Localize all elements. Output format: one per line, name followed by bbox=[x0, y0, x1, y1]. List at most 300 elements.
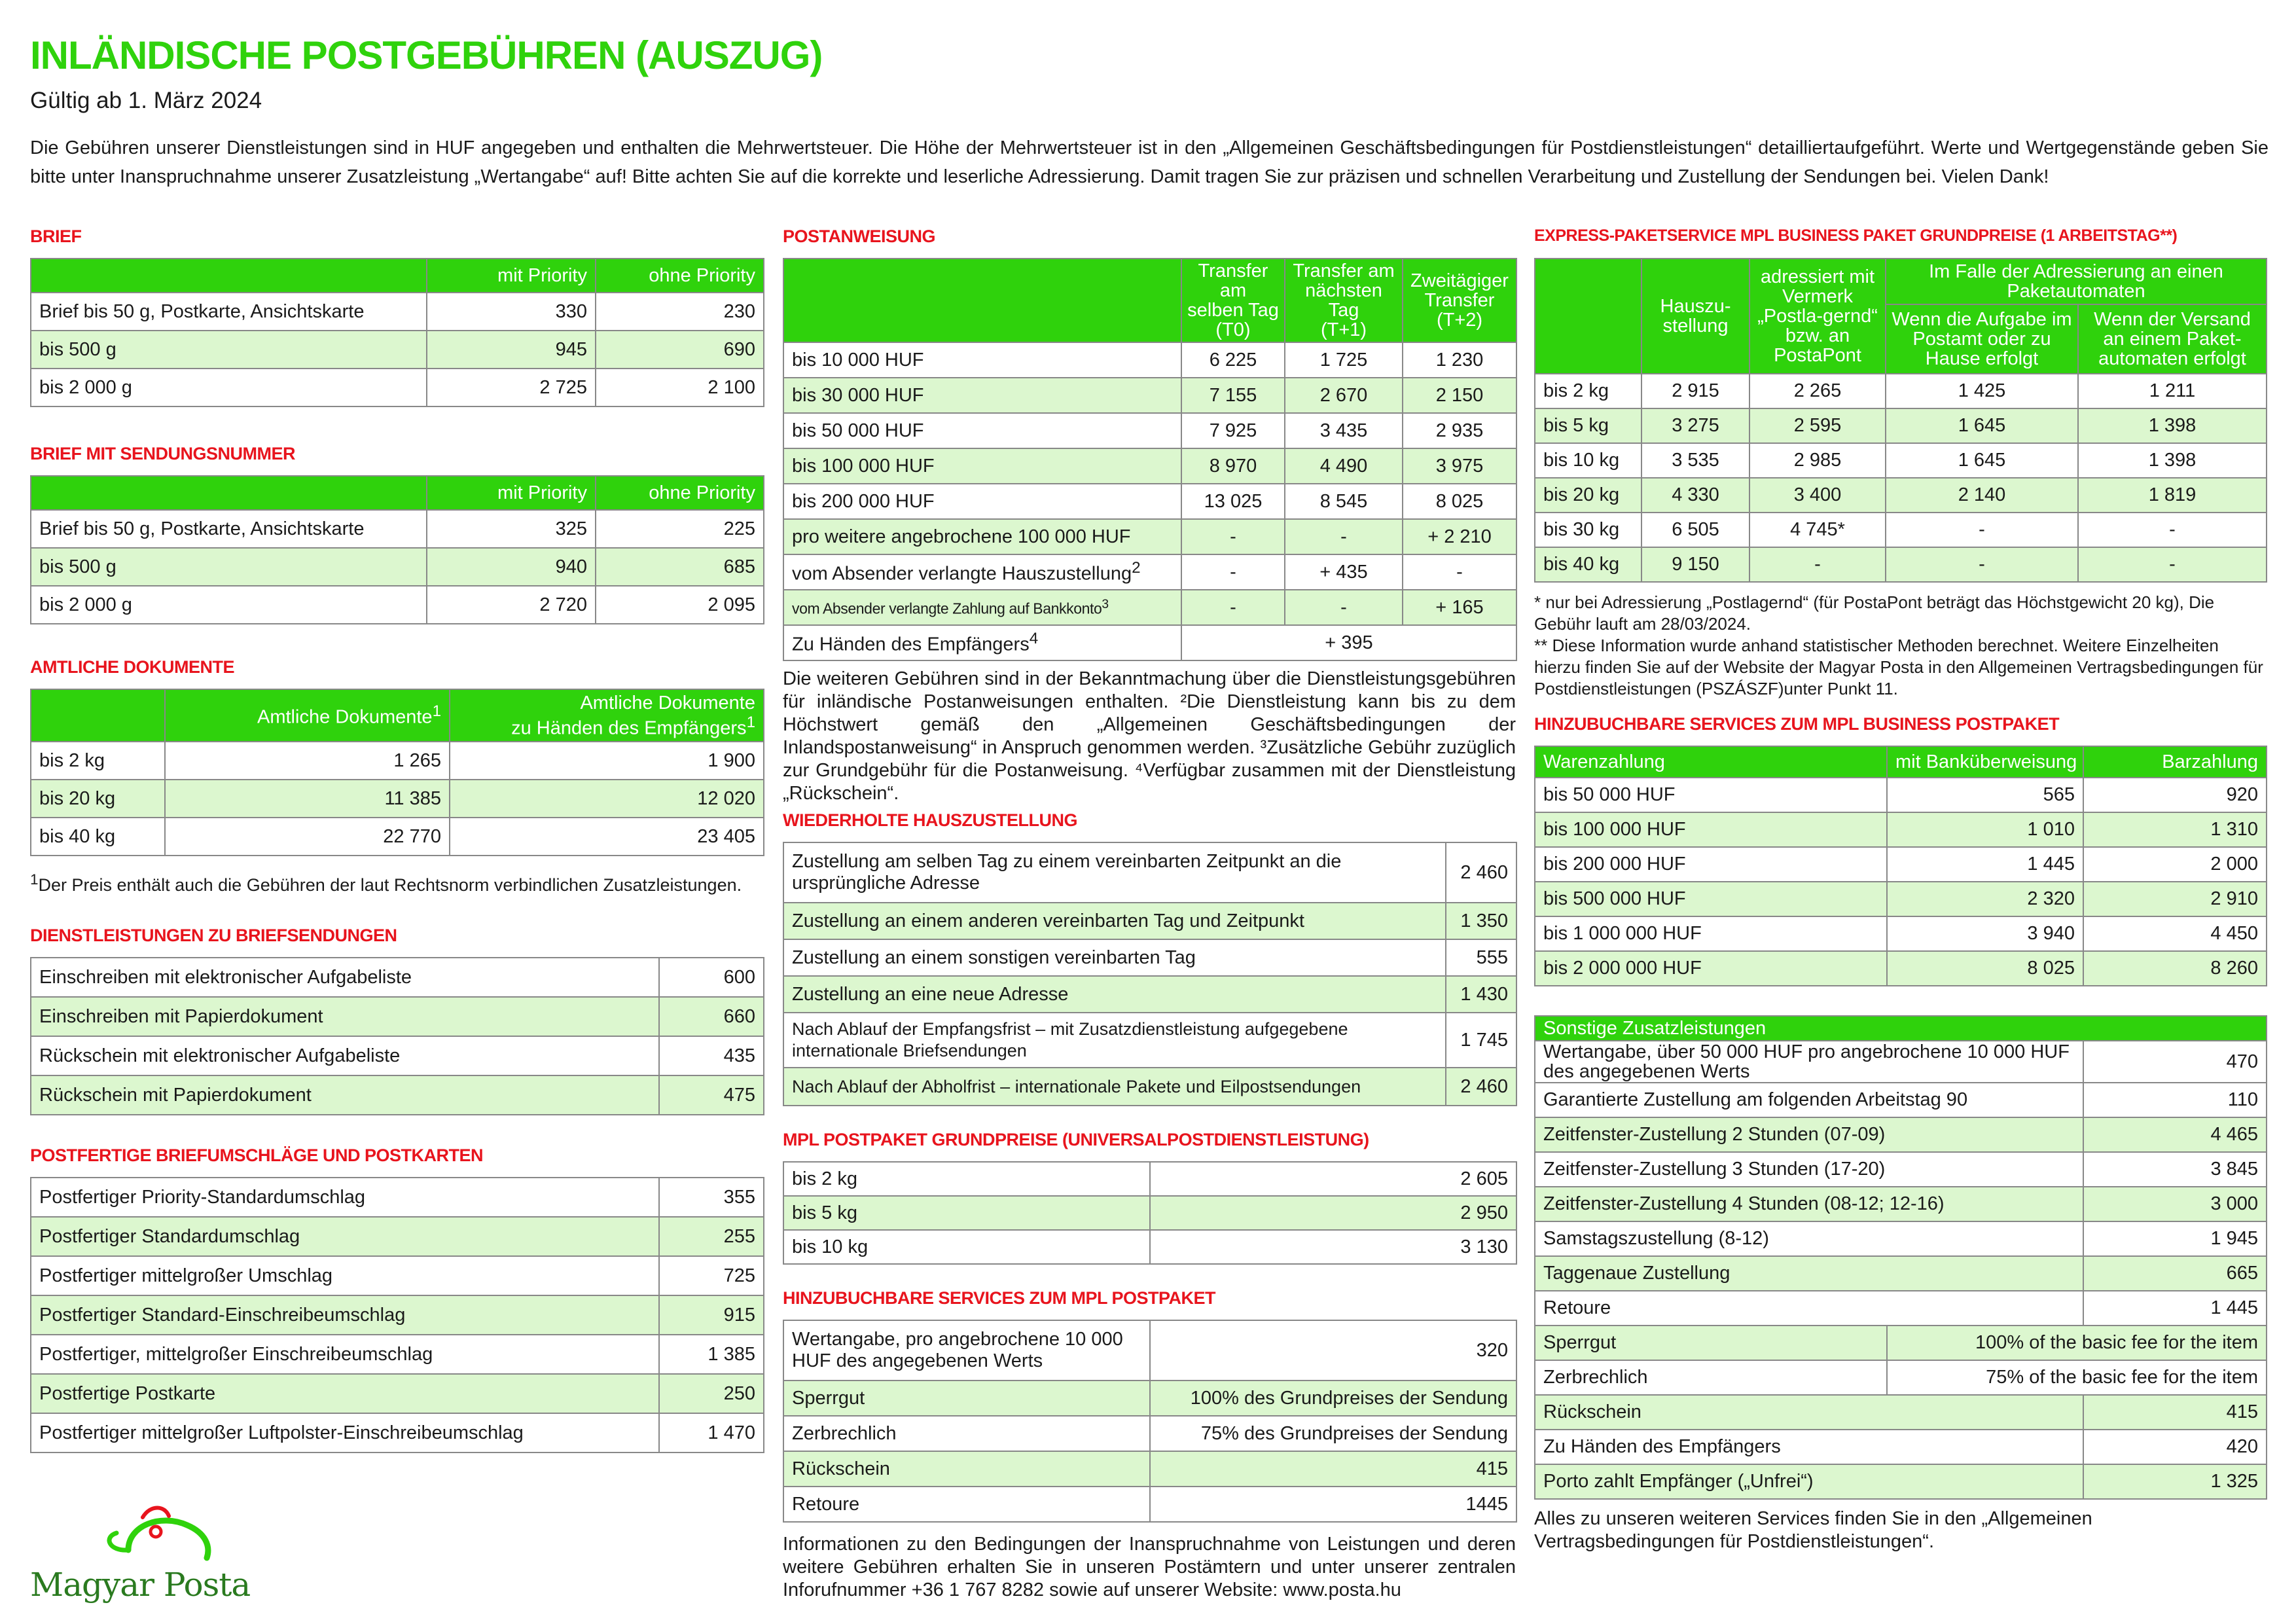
intro-paragraph: Die Gebühren unserer Dienstleistungen sind in HUF angegeben und enthalten die Mehrwertsteuer. Die Höhe der Mehrwertsteuer ist in den „Allgemeinen Geschäftsbedingungen für Postdienstleistungen“ detailliertaufgeführt. Werte und Wertgegenstände geben Sie bitte unter Inanspruchnahme unserer Zusatzleistung „Wertangabe“ auf! Bitte achten Sie auf die korrekte und leserliche Adressierung. Damit tragen Sie zur präzisen und schnellen Verarbeitung und Zustellung der Sendungen bei. Vielen Dank! bbox=[30, 137, 2269, 187]
table-row bbox=[783, 1320, 1516, 1380]
price-cell: 255 bbox=[659, 1217, 764, 1256]
row-label: Wertangabe, über 50 000 HUF pro angebrochene 10 000 HUF des angegebenen Werts bbox=[1535, 1041, 2083, 1083]
header-cell: Im Falle der Adressierung an einen Paketautomaten bbox=[1886, 259, 2267, 304]
price-cell: 23 405 bbox=[450, 818, 764, 856]
table-row bbox=[1535, 513, 2267, 547]
table-row bbox=[31, 997, 764, 1036]
header-text: selben Tag bbox=[1187, 300, 1279, 321]
price-cell: 22 770 bbox=[165, 818, 450, 856]
price-cell: + 165 bbox=[1403, 590, 1516, 625]
table-row bbox=[31, 331, 764, 369]
price-cell: 3 845 bbox=[2083, 1152, 2267, 1187]
table-mpl-services bbox=[783, 1320, 1517, 1523]
row-label: bis 20 kg bbox=[1535, 478, 1641, 513]
table-row bbox=[1535, 1326, 2267, 1360]
table-business-services bbox=[1534, 746, 2267, 986]
table-header-row bbox=[31, 259, 764, 293]
price-cell: 2 460 bbox=[1446, 1068, 1516, 1106]
price-cell: 75% des Grundpreises der Sendung bbox=[1150, 1416, 1516, 1451]
row-label: Brief bis 50 g, Postkarte, Ansichtskarte bbox=[31, 293, 427, 331]
table-brief bbox=[30, 258, 764, 407]
price-cell: 2 935 bbox=[1403, 413, 1516, 448]
table-row bbox=[31, 293, 764, 331]
table-header-row bbox=[1535, 259, 2267, 304]
row-label: Zeitfenster-Zustellung 4 Stunden (08-12; 12-16) bbox=[1535, 1187, 2083, 1221]
table-row bbox=[783, 484, 1516, 519]
price-cell: + 2 210 bbox=[1403, 519, 1516, 554]
table-row bbox=[783, 1451, 1516, 1487]
header-cell: Hauszu-stellung bbox=[1641, 259, 1749, 374]
table-row bbox=[1535, 1187, 2267, 1221]
table-row bbox=[1535, 1360, 2267, 1395]
table-row bbox=[1535, 547, 2267, 582]
price-cell: 3 940 bbox=[1887, 916, 2083, 951]
price-cell: 565 bbox=[1887, 778, 2083, 812]
row-label: Retoure bbox=[1535, 1291, 2083, 1326]
table-row bbox=[783, 1230, 1516, 1264]
table-header-row bbox=[783, 259, 1516, 342]
row-label: Sperrgut bbox=[783, 1380, 1150, 1416]
price-cell: 3 400 bbox=[1749, 478, 1886, 513]
price-cell: 420 bbox=[2083, 1430, 2267, 1464]
price-cell: 320 bbox=[1150, 1320, 1516, 1380]
price-cell: 1 230 bbox=[1403, 342, 1516, 378]
price-cell: - bbox=[1181, 554, 1285, 590]
price-cell: 415 bbox=[1150, 1451, 1516, 1487]
footnote-marker: 2 bbox=[1132, 559, 1141, 577]
table-row bbox=[1535, 882, 2267, 916]
header-cell: mit Priority bbox=[427, 259, 596, 293]
price-cell: 6 225 bbox=[1181, 342, 1285, 378]
header-cell bbox=[1535, 259, 1641, 374]
row-label bbox=[783, 625, 1181, 660]
row-label-text: vom Absender verlangte Zahlung auf Bankkonto bbox=[792, 600, 1102, 617]
price-cell: + 395 bbox=[1181, 625, 1516, 660]
table-row bbox=[783, 554, 1516, 590]
price-cell: 8 970 bbox=[1181, 448, 1285, 484]
table-row bbox=[783, 590, 1516, 625]
magyar-posta-logo bbox=[30, 1499, 251, 1604]
section-title-express: EXPRESS-PAKETSERVICE MPL BUSINESS PAKET GRUNDPREISE (1 ARBEITSTAG**) bbox=[1534, 226, 2178, 245]
footnote-marker: 1 bbox=[432, 702, 441, 721]
table-row bbox=[1535, 1464, 2267, 1499]
row-label: Postfertiger, mittelgroßer Einschreibeumschlag bbox=[31, 1335, 659, 1374]
section-title-mpl-grundpreise: MPL POSTPAKET GRUNDPREISE (UNIVERSALPOSTDIENSTLEISTUNG) bbox=[783, 1130, 1369, 1149]
price-cell: 110 bbox=[2083, 1083, 2267, 1117]
row-label: Zustellung am selben Tag zu einem vereinbarten Zeitpunkt an die ursprüngliche Adresse bbox=[783, 842, 1446, 903]
price-cell: 100% of the basic fee for the item bbox=[1887, 1326, 2267, 1360]
row-label: Postfertiger mittelgroßer Umschlag bbox=[31, 1256, 659, 1295]
price-cell: 2 265 bbox=[1749, 374, 1886, 408]
section-title-mpl-services: HINZUBUCHBARE SERVICES ZUM MPL POSTPAKET bbox=[783, 1288, 1216, 1308]
row-label: bis 40 kg bbox=[31, 818, 165, 856]
price-cell: 2 915 bbox=[1641, 374, 1749, 408]
table-row bbox=[31, 586, 764, 624]
row-label: Einschreiben mit Papierdokument bbox=[31, 997, 659, 1036]
table-row bbox=[31, 1256, 764, 1295]
price-cell: + 435 bbox=[1285, 554, 1403, 590]
price-cell: 7 925 bbox=[1181, 413, 1285, 448]
price-cell: 8 260 bbox=[2083, 951, 2267, 986]
footer-note: Alles zu unseren weiteren Services finden Sie in den „Allgemeinen Vertragsbedingungen für Postdienstleistungen“. bbox=[1534, 1508, 2092, 1552]
table-row bbox=[1535, 443, 2267, 478]
price-cell: 3 975 bbox=[1403, 448, 1516, 484]
row-label: bis 50 000 HUF bbox=[1535, 778, 1887, 812]
header-text: nächsten Tag bbox=[1305, 280, 1382, 321]
section-title-wiederholte-hauszustellung: WIEDERHOLTE HAUSZUSTELLUNG bbox=[783, 810, 1077, 830]
header-cell: Sonstige Zusatzleistungen bbox=[1535, 1016, 2267, 1041]
price-cell: 8 025 bbox=[1403, 484, 1516, 519]
section-title-brief: BRIEF bbox=[30, 226, 82, 246]
row-label: Porto zahlt Empfänger („Unfrei“) bbox=[1535, 1464, 2083, 1499]
row-label: Retoure bbox=[783, 1487, 1150, 1522]
price-cell: 660 bbox=[659, 997, 764, 1036]
header-text: zu Händen des Empfängers bbox=[511, 717, 747, 739]
header-cell bbox=[31, 689, 165, 742]
price-cell: 2 100 bbox=[596, 369, 764, 406]
price-cell: 355 bbox=[659, 1178, 764, 1217]
header-text: Amtliche Dokumente bbox=[580, 692, 755, 713]
row-label: Zu Händen des Empfängers bbox=[1535, 1430, 2083, 1464]
price-cell: 6 505 bbox=[1641, 513, 1749, 547]
row-label: bis 1 000 000 HUF bbox=[1535, 916, 1887, 951]
row-label: bis 40 kg bbox=[1535, 547, 1641, 582]
header-cell bbox=[1403, 259, 1516, 342]
row-label bbox=[783, 590, 1181, 625]
price-cell: - bbox=[1285, 590, 1403, 625]
row-label: bis 5 kg bbox=[783, 1196, 1150, 1230]
price-cell: 2 320 bbox=[1887, 882, 2083, 916]
price-cell: 415 bbox=[2083, 1395, 2267, 1430]
price-cell: 75% of the basic fee for the item bbox=[1887, 1360, 2267, 1395]
price-cell: 3 435 bbox=[1285, 413, 1403, 448]
price-cell: 1445 bbox=[1150, 1487, 1516, 1522]
header-text: (T+2) bbox=[1436, 310, 1483, 331]
row-label: Zeitfenster-Zustellung 2 Stunden (07-09) bbox=[1535, 1117, 2083, 1152]
price-cell: - bbox=[1181, 519, 1285, 554]
row-label-text: Zu Händen des Empfängers bbox=[792, 634, 1030, 655]
row-label: bis 10 kg bbox=[1535, 443, 1641, 478]
table-amtliche-dokumente bbox=[30, 689, 764, 856]
price-cell: 1 398 bbox=[2078, 443, 2267, 478]
price-cell: 555 bbox=[1446, 939, 1516, 976]
price-cell: 1 470 bbox=[659, 1413, 764, 1453]
table-row bbox=[1535, 847, 2267, 882]
row-label: bis 500 000 HUF bbox=[1535, 882, 1887, 916]
row-label: bis 2 000 g bbox=[31, 586, 427, 624]
price-cell: 2 670 bbox=[1285, 378, 1403, 413]
header-cell bbox=[450, 689, 764, 742]
price-cell: 9 150 bbox=[1641, 547, 1749, 582]
postanweisung-note: Die weiteren Gebühren sind in der Bekanntmachung über die Dienstleistungsgebühren für inländische Postanweisungen enthalten. ²Die Dienstleistung kann bis zu dem Höchstwert gemäß den „Allgemeinen Geschäftsbedingungen der Inlandspostanweisung“ in Anspruch genommen werden. ³Zusätzliche Gebühr zuzüglich zur Grundgebühr für die Postanweisung. ⁴Verfügbar zusammen mit der Dienstleistung „Rückschein“. bbox=[783, 668, 1516, 804]
header-cell: adressiert mit Vermerk „Postla-gernd“ bzw. an PostaPont bbox=[1749, 259, 1886, 374]
price-cell: 1 398 bbox=[2078, 408, 2267, 443]
table-mpl-grundpreise bbox=[783, 1161, 1517, 1265]
table-wiederholte-hauszustellung bbox=[783, 842, 1517, 1106]
table-row bbox=[31, 548, 764, 586]
row-label: Sperrgut bbox=[1535, 1326, 1887, 1360]
table-row bbox=[783, 1013, 1516, 1068]
table-row bbox=[783, 519, 1516, 554]
table-row bbox=[1535, 812, 2267, 847]
price-cell: 4 450 bbox=[2083, 916, 2267, 951]
table-row bbox=[31, 510, 764, 548]
row-label: Nach Ablauf der Empfangsfrist – mit Zusatzdienstleistung aufgegebene internationale Briefsendungen bbox=[783, 1013, 1446, 1068]
row-label: Samstagszustellung (8-12) bbox=[1535, 1221, 2083, 1256]
header-text: Transfer bbox=[1424, 290, 1495, 311]
price-cell: 3 130 bbox=[1150, 1230, 1516, 1264]
price-cell: 725 bbox=[659, 1256, 764, 1295]
table-row bbox=[31, 958, 764, 997]
header-cell bbox=[31, 476, 427, 510]
table-row bbox=[31, 818, 764, 856]
price-cell: 3 535 bbox=[1641, 443, 1749, 478]
header-text: Transfer am bbox=[1293, 261, 1395, 281]
row-label: Zeitfenster-Zustellung 3 Stunden (17-20) bbox=[1535, 1152, 2083, 1187]
row-label: bis 50 000 HUF bbox=[783, 413, 1181, 448]
table-header-row bbox=[1535, 746, 2267, 778]
price-cell: 2 725 bbox=[427, 369, 596, 406]
section-title-umschlaege: POSTFERTIGE BRIEFUMSCHLÄGE UND POSTKARTEN bbox=[30, 1146, 484, 1165]
table-row bbox=[783, 1487, 1516, 1522]
table-brief-sendungsnummer bbox=[30, 475, 764, 624]
price-cell: 1 010 bbox=[1887, 812, 2083, 847]
validity-date: Gültig ab 1. März 2024 bbox=[30, 88, 262, 113]
row-label: pro weitere angebrochene 100 000 HUF bbox=[783, 519, 1181, 554]
table-row bbox=[783, 1162, 1516, 1196]
row-label: bis 10 000 HUF bbox=[783, 342, 1181, 378]
price-cell: 1 819 bbox=[2078, 478, 2267, 513]
row-label bbox=[783, 554, 1181, 590]
row-label: Garantierte Zustellung am folgenden Arbeitstag 90 bbox=[1535, 1083, 2083, 1117]
row-label: Taggenaue Zustellung bbox=[1535, 1256, 2083, 1291]
column-right bbox=[1534, 226, 2266, 1553]
price-cell: 1 725 bbox=[1285, 342, 1403, 378]
table-row bbox=[1535, 478, 2267, 513]
row-label: Wertangabe, pro angebrochene 10 000 HUF des angegebenen Werts bbox=[783, 1320, 1150, 1380]
table-row bbox=[783, 939, 1516, 976]
table-row bbox=[783, 903, 1516, 939]
price-cell: 470 bbox=[2083, 1041, 2267, 1083]
price-cell: 475 bbox=[659, 1075, 764, 1115]
header-cell: ohne Priority bbox=[596, 259, 764, 293]
price-cell: 600 bbox=[659, 958, 764, 997]
price-cell: 330 bbox=[427, 293, 596, 331]
row-label: bis 2 kg bbox=[1535, 374, 1641, 408]
row-label: Rückschein bbox=[1535, 1395, 2083, 1430]
column-middle bbox=[783, 226, 1516, 1602]
price-cell: - bbox=[1403, 554, 1516, 590]
row-label: Rückschein bbox=[783, 1451, 1150, 1487]
price-cell: 920 bbox=[2083, 778, 2267, 812]
table-row bbox=[783, 1416, 1516, 1451]
table-row bbox=[1535, 408, 2267, 443]
price-cell: 230 bbox=[596, 293, 764, 331]
price-cell: 2 000 bbox=[2083, 847, 2267, 882]
table-row bbox=[783, 448, 1516, 484]
row-label: bis 2 000 g bbox=[31, 369, 427, 406]
header-cell bbox=[1181, 259, 1285, 342]
table-row bbox=[783, 842, 1516, 903]
footnote-marker: 3 bbox=[1102, 597, 1109, 611]
table-umschlaege bbox=[30, 1177, 764, 1453]
price-cell: 2 140 bbox=[1886, 478, 2078, 513]
price-cell: 945 bbox=[427, 331, 596, 369]
table-row bbox=[1535, 1221, 2267, 1256]
table-row bbox=[31, 1335, 764, 1374]
price-cell: 1 430 bbox=[1446, 976, 1516, 1013]
price-cell: 2 910 bbox=[2083, 882, 2267, 916]
price-cell: 3 000 bbox=[2083, 1187, 2267, 1221]
price-cell: 11 385 bbox=[165, 780, 450, 818]
row-label: bis 200 000 HUF bbox=[783, 484, 1181, 519]
table-row bbox=[783, 976, 1516, 1013]
table-row bbox=[1535, 778, 2267, 812]
table-row bbox=[1535, 1152, 2267, 1187]
price-cell: 1 265 bbox=[165, 742, 450, 780]
table-row bbox=[783, 413, 1516, 448]
row-label: bis 2 000 000 HUF bbox=[1535, 951, 1887, 986]
table-row bbox=[783, 1068, 1516, 1106]
price-cell: 8 025 bbox=[1887, 951, 2083, 986]
header-text: Zweitägiger bbox=[1410, 270, 1509, 291]
header-cell bbox=[31, 259, 427, 293]
row-label: bis 30 kg bbox=[1535, 513, 1641, 547]
price-cell: 4 330 bbox=[1641, 478, 1749, 513]
row-label: bis 20 kg bbox=[31, 780, 165, 818]
row-label: bis 100 000 HUF bbox=[1535, 812, 1887, 847]
header-cell: mit Banküberweisung bbox=[1887, 746, 2083, 778]
section-title-brief-sendungsnummer: BRIEF MIT SENDUNGSNUMMER bbox=[30, 444, 295, 463]
row-label: bis 30 000 HUF bbox=[783, 378, 1181, 413]
price-cell: 100% des Grundpreises der Sendung bbox=[1150, 1380, 1516, 1416]
table-row bbox=[783, 378, 1516, 413]
row-label: bis 2 kg bbox=[31, 742, 165, 780]
posthorn-icon bbox=[30, 1499, 220, 1571]
section-title-amtliche-dokumente: AMTLICHE DOKUMENTE bbox=[30, 657, 234, 677]
row-label: bis 10 kg bbox=[783, 1230, 1150, 1264]
row-label: Rückschein mit Papierdokument bbox=[31, 1075, 659, 1115]
row-label: Zustellung an einem anderen vereinbarten Tag und Zeitpunkt bbox=[783, 903, 1446, 939]
table-row bbox=[783, 1380, 1516, 1416]
price-cell: 4 465 bbox=[2083, 1117, 2267, 1152]
table-row bbox=[1535, 1041, 2267, 1083]
price-cell: 435 bbox=[659, 1036, 764, 1075]
table-dienstleistungen bbox=[30, 957, 764, 1115]
footnote-marker: 1 bbox=[30, 871, 39, 888]
header-text: Amtliche Dokumente bbox=[257, 706, 433, 728]
table-row bbox=[1535, 374, 2267, 408]
table-row bbox=[783, 625, 1516, 660]
table-row bbox=[31, 369, 764, 406]
price-cell: 1 325 bbox=[2083, 1464, 2267, 1499]
price-cell: 1 211 bbox=[2078, 374, 2267, 408]
table-row bbox=[31, 742, 764, 780]
table-row bbox=[1535, 951, 2267, 986]
price-cell: - bbox=[1886, 513, 2078, 547]
price-cell: 1 945 bbox=[2083, 1221, 2267, 1256]
header-cell: mit Priority bbox=[427, 476, 596, 510]
row-label: bis 200 000 HUF bbox=[1535, 847, 1887, 882]
header-cell: ohne Priority bbox=[596, 476, 764, 510]
price-cell: - bbox=[1749, 547, 1886, 582]
header-cell bbox=[165, 689, 450, 742]
price-cell: 3 275 bbox=[1641, 408, 1749, 443]
row-label: Rückschein mit elektronischer Aufgabeliste bbox=[31, 1036, 659, 1075]
footnote-marker: 4 bbox=[1029, 630, 1039, 648]
table-row bbox=[31, 1075, 764, 1115]
row-label: Zustellung an einem sonstigen vereinbarten Tag bbox=[783, 939, 1446, 976]
table-row bbox=[31, 1178, 764, 1217]
row-label: Postfertiger Standardumschlag bbox=[31, 1217, 659, 1256]
header-cell: Wenn der Versand an einem Paket-automaten erfolgt bbox=[2078, 304, 2267, 374]
price-cell: 12 020 bbox=[450, 780, 764, 818]
price-cell: 690 bbox=[596, 331, 764, 369]
price-cell: 2 605 bbox=[1150, 1162, 1516, 1196]
price-cell: - bbox=[2078, 547, 2267, 582]
row-label: bis 500 g bbox=[31, 548, 427, 586]
table-row bbox=[1535, 1117, 2267, 1152]
row-label: Brief bis 50 g, Postkarte, Ansichtskarte bbox=[31, 510, 427, 548]
footnote-amtlich bbox=[30, 868, 763, 897]
price-cell: 2 720 bbox=[427, 586, 596, 624]
price-cell: 665 bbox=[2083, 1256, 2267, 1291]
table-row bbox=[31, 1374, 764, 1413]
table-sonstige-zusatzleistungen bbox=[1534, 1015, 2267, 1500]
price-cell: 1 425 bbox=[1886, 374, 2078, 408]
price-cell: 1 445 bbox=[2083, 1291, 2267, 1326]
price-cell: 1 310 bbox=[2083, 812, 2267, 847]
section-title-dienstleistungen: DIENSTLEISTUNGEN ZU BRIEFSENDUNGEN bbox=[30, 926, 397, 945]
price-cell: - bbox=[1886, 547, 2078, 582]
row-label: Postfertiger mittelgroßer Luftpolster-Einschreibeumschlag bbox=[31, 1413, 659, 1453]
row-label: Einschreiben mit elektronischer Aufgabeliste bbox=[31, 958, 659, 997]
section-title-business-services: HINZUBUCHBARE SERVICES ZUM MPL BUSINESS POSTPAKET bbox=[1534, 714, 2060, 734]
page-title: INLÄNDISCHE POSTGEBÜHREN (AUSZUG) bbox=[30, 33, 823, 77]
row-label: Postfertiger Standard-Einschreibeumschlag bbox=[31, 1295, 659, 1335]
table-row bbox=[1535, 1256, 2267, 1291]
header-cell: Barzahlung bbox=[2083, 746, 2267, 778]
price-cell: 4 490 bbox=[1285, 448, 1403, 484]
price-cell: 1 900 bbox=[450, 742, 764, 780]
header-cell: Warenzahlung bbox=[1535, 746, 1887, 778]
row-label-text: vom Absender verlangte Hauszustellung bbox=[792, 563, 1132, 585]
price-cell: - bbox=[1181, 590, 1285, 625]
price-cell: 250 bbox=[659, 1374, 764, 1413]
table-row bbox=[783, 1196, 1516, 1230]
price-cell: 2 460 bbox=[1446, 842, 1516, 903]
price-cell: 915 bbox=[659, 1295, 764, 1335]
price-cell: 225 bbox=[596, 510, 764, 548]
price-cell: 685 bbox=[596, 548, 764, 586]
price-cell: 2 950 bbox=[1150, 1196, 1516, 1230]
table-row bbox=[1535, 1395, 2267, 1430]
price-cell: 2 595 bbox=[1749, 408, 1886, 443]
price-cell: 4 745* bbox=[1749, 513, 1886, 547]
header-cell bbox=[783, 259, 1181, 342]
header-text: Transfer am bbox=[1198, 261, 1268, 301]
table-row bbox=[1535, 916, 2267, 951]
price-cell: 2 985 bbox=[1749, 443, 1886, 478]
price-cell: - bbox=[2078, 513, 2267, 547]
column-left bbox=[30, 226, 763, 1453]
logo-text: Magyar Posta bbox=[30, 1566, 251, 1604]
table-row bbox=[31, 1217, 764, 1256]
table-row bbox=[1535, 1083, 2267, 1117]
price-cell: 940 bbox=[427, 548, 596, 586]
info-paragraph: Informationen zu den Bedingungen der Inanspruchnahme von Leistungen und deren weitere Gebühren erhalten Sie in unseren Postämtern und unter unserer zentralen Inforufnummer +36 1 767 8282 sowie auf unserer Website: www.posta.hu bbox=[783, 1534, 1516, 1600]
table-row bbox=[31, 1295, 764, 1335]
